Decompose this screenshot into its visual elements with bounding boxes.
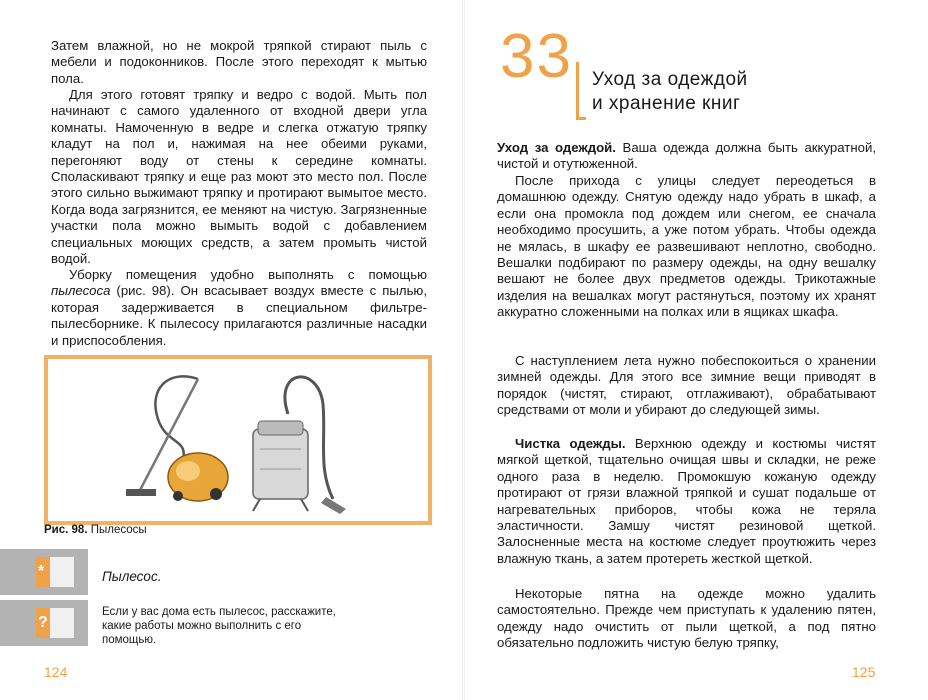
question-book-icon xyxy=(36,608,74,638)
cleaning-text: Верхнюю одежду и костюмы чистят мягкой щеткой, тщательно очищая швы и складки, не реже одного раза в неделю. Промокшую кожаную одежду протирают от грязи влажной тряпкой и сушат подальше от нагревательных приборов, чтобы кожа не теряла эластичности. Замшу чистят резиновой щеткой. Залосненные места на костюме следует проутюжить через влажную ткань, а затем протереть жесткой щеткой. xyxy=(497,436,877,566)
canister-vacuum-icon xyxy=(126,376,228,501)
section-heading-cleaning: Чистка одежды. xyxy=(515,436,626,451)
chapter-title-line-2: и хранение книг xyxy=(592,93,741,114)
vacuum-term: пылесоса xyxy=(51,283,111,299)
task-text: Если у вас дома есть пылесос, расскажите, какие работы можно выполнить с его помощью. xyxy=(102,606,336,646)
vacuum-cleaners-illustration xyxy=(48,359,428,521)
vacuum-text-end: (рис. 98). Он всасывает воздух вместе с пылью, которая задерживается в специальном фильтре-пылесборнике. К пылесосу прилагаются различные насадки и приспособления. xyxy=(51,283,427,348)
paragraph-home-clothes: После прихода с улицы следует переодеться в домашнюю одежду. Снятую одежду надо убрать в шкаф, а если она промокла под дождем или снегом, ее сначала необходимо просушить, а уже потом убрать. Чтобы одежда не мялась, в шкафу ее развешивают неплотно, свободно. Вешалки подбирают по размеру одежды, на одну вешалку вешают не более двух предметов одежды. Трикотажные изделия на вешалках могут растянуться, поэтому их хранят аккуратно сложенными на полках или в ящиках шкафа. xyxy=(497,173,876,320)
page-number-left: 124 xyxy=(44,664,68,680)
care-intro-text: Ваша одежда должна быть аккуратной, чистой и отутюженной. xyxy=(497,140,876,172)
question-mark: ? xyxy=(38,614,48,631)
paragraph-floor-washing: Для этого готовят тряпку и ведро с водой. Мыть пол начинают с самого удаленного от входной двери угла комнаты. Намоченную в ведре и слегка отжатую тряпку кладут на пол и, нажимая на нее обеими руками, перегоняют воду от стены к середине комнаты. Споласкивают тряпку и еще раз моют это место пол. После этого сильно выжимают тряпку и протирают вымытое место. Когда вода загрязнится, ее меняют на чистую. Загрязненные участки пола можно вымыть водой с добавлением специальных моющих средств, а затем промыть чистой водой. xyxy=(51,87,427,267)
figure-caption-label: Рис. 98. xyxy=(44,524,88,536)
figure-caption xyxy=(44,524,147,536)
chapter-number: 33 xyxy=(500,22,573,91)
vacuum-text-start: Уборку помещения удобно выполнять с помощью xyxy=(69,267,427,282)
task-title: Пылесос. xyxy=(102,569,162,584)
sidebar-bar-1 xyxy=(0,549,88,595)
page-number-right: 125 xyxy=(852,664,876,680)
paragraph-cleaning xyxy=(497,436,876,567)
star-book-icon xyxy=(36,557,74,587)
section-heading-care: Уход за одеждой. xyxy=(497,140,616,155)
figure-caption-text: Пылесосы xyxy=(90,524,147,536)
sidebar-bar-2 xyxy=(0,600,88,646)
chapter-title-line-1: Уход за одеждой xyxy=(592,69,748,90)
paragraph-vacuum xyxy=(51,267,427,349)
paragraph-dusting: Затем влажной, но не мокрой тряпкой стирают пыль с мебели и подоконников. После этого переходят к мытью пола. xyxy=(51,38,427,86)
paragraph-winter-storage: С наступлением лета нужно побеспокоиться о хранении зимней одежды. Для этого все зимние вещи приводят в порядок (чистят, стирают, отглаживают), обрабатывают средствами от моли и убирают до следующей зимы. xyxy=(497,353,876,418)
figure-vacuums xyxy=(44,355,432,525)
star-mark: * xyxy=(38,563,45,580)
paragraph-clothing-care xyxy=(497,140,876,173)
chapter-bracket xyxy=(576,62,586,120)
wet-dry-vacuum-icon xyxy=(253,377,346,514)
chapter-title xyxy=(592,68,748,116)
paragraph-stains: Некоторые пятна на одежде можно удалить самостоятельно. Прежде чем приступать к удалению пятен, одежду надо очистить от пыли щеткой, а под пятно обязательно подложить чистую белую тряпку, xyxy=(497,586,876,651)
